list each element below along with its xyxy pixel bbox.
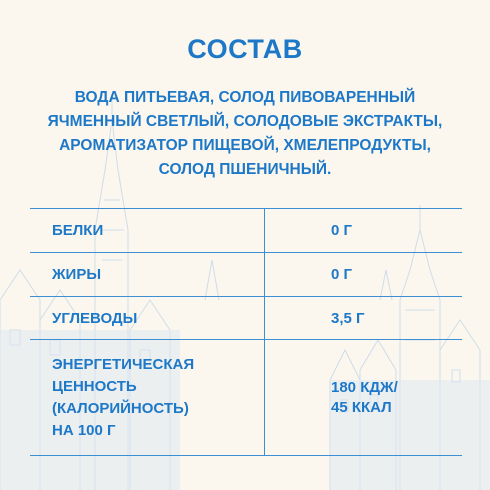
energy-value-line: 45 ККАЛ [331, 398, 392, 416]
energy-value [265, 340, 463, 456]
energy-label-line: НА 100 Г [52, 421, 116, 439]
nutrient-value: 0 Г [265, 209, 463, 253]
energy-label-line: ЦЕННОСТЬ [52, 377, 137, 395]
energy-value-line: 180 КДЖ/ [331, 378, 398, 396]
table-row [30, 340, 462, 456]
nutrient-label: БЕЛКИ [30, 209, 265, 253]
nutrition-table [30, 208, 462, 456]
nutrient-label: УГЛЕВОДЫ [30, 297, 265, 340]
table-row [30, 297, 462, 340]
table-row [30, 253, 462, 297]
energy-label-line: ЭНЕРГЕТИЧЕСКАЯ [52, 355, 195, 373]
ingredients-text: ВОДА ПИТЬЕВАЯ, СОЛОД ПИВОВАРЕННЫЙ ЯЧМЕННЫЙ СВЕТЛЫЙ, СОЛОДОВЫЕ ЭКСТРАКТЫ, АРОМАТИЗАТОР ПИЩЕВОЙ, ХМЕЛЕПРОДУКТЫ, СОЛОД ПШЕНИЧНЫЙ. [47, 89, 443, 178]
nutrient-label: ЖИРЫ [30, 253, 265, 297]
page-title: СОСТАВ [187, 34, 303, 64]
nutrient-value: 0 Г [265, 253, 463, 297]
energy-label [30, 340, 265, 456]
energy-label-line: (КАЛОРИЙНОСТЬ) [52, 399, 189, 417]
table-row [30, 209, 462, 253]
nutrient-value: 3,5 Г [265, 297, 463, 340]
